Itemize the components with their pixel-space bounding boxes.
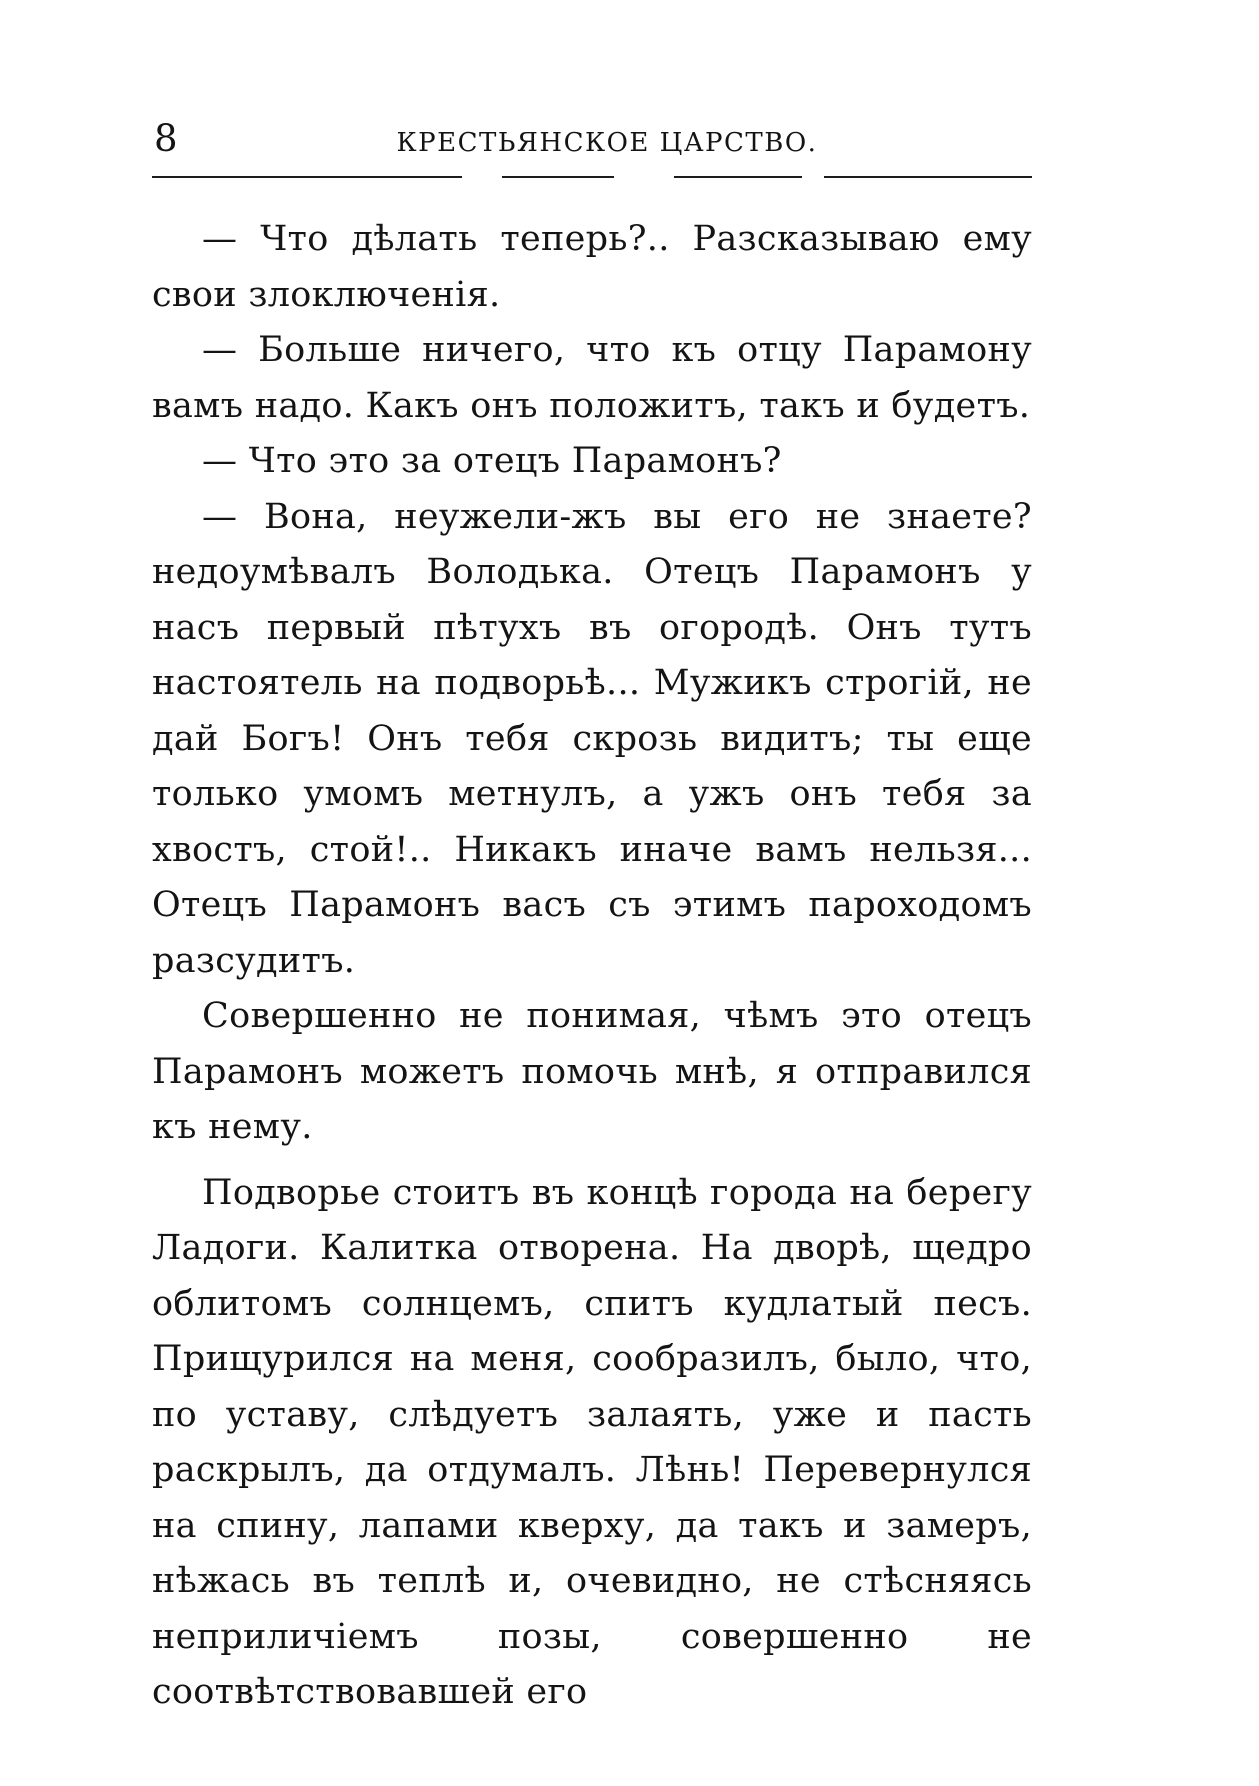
paragraph: Совершенно не понимая, чѣмъ это отецъ Парамонъ можетъ помочь мнѣ, я отправился къ нему. [152,996,1032,1147]
rule-gap [614,174,674,180]
paragraph: — Больше ничего, что къ отцу Парамону вамъ надо. Какъ онъ положитъ, такъ и будетъ. [152,330,1032,426]
page-header [152,108,1032,172]
header-rule [152,176,1032,178]
book-page [152,108,1032,1712]
rule-gap [462,174,502,180]
paragraph: — Что дѣлать теперь?.. Разсказываю ему свои злоключенія. [152,219,1032,315]
paragraph: Подворье стоитъ въ концѣ города на берегу Ладоги. Калитка отворена. На дворѣ, щедро облитомъ солнцемъ, спитъ кудлатый песъ. Прищурился на меня, сообразилъ, было, что, по уставу, слѣдуетъ залаять, уже и пасть раскрылъ, да отдумалъ. Лѣнь! Перевернулся на спину, лапами кверху, да такъ и замеръ, нѣжась въ теплѣ и, очевидно, не стѣсняясь неприличіемъ позы, совершенно не соотвѣтствовавшей его [152,1172,1032,1712]
body-text [152,212,1032,1721]
page-number: 8 [154,117,178,160]
paragraph: — Что это за отецъ Парамонъ? [202,441,782,481]
paragraph: — Вона, неужели-жъ вы его не знаете? недоумѣвалъ Володька. Отецъ Парамонъ у насъ первый пѣтухъ въ огородѣ. Онъ тутъ настоятель на подворьѣ... Мужикъ строгій, не дай Богъ! Онъ тебя скрозь видитъ; ты еще только умомъ метнулъ, а ужъ онъ тебя за хвостъ, стой!.. Никакъ иначе вамъ нельзя... Отецъ Парамонъ васъ съ этимъ пароходомъ разсудитъ. [152,496,1032,981]
running-title: КРЕСТЬЯНСКОЕ ЦАРСТВО. [396,128,818,158]
rule-gap [802,174,824,180]
